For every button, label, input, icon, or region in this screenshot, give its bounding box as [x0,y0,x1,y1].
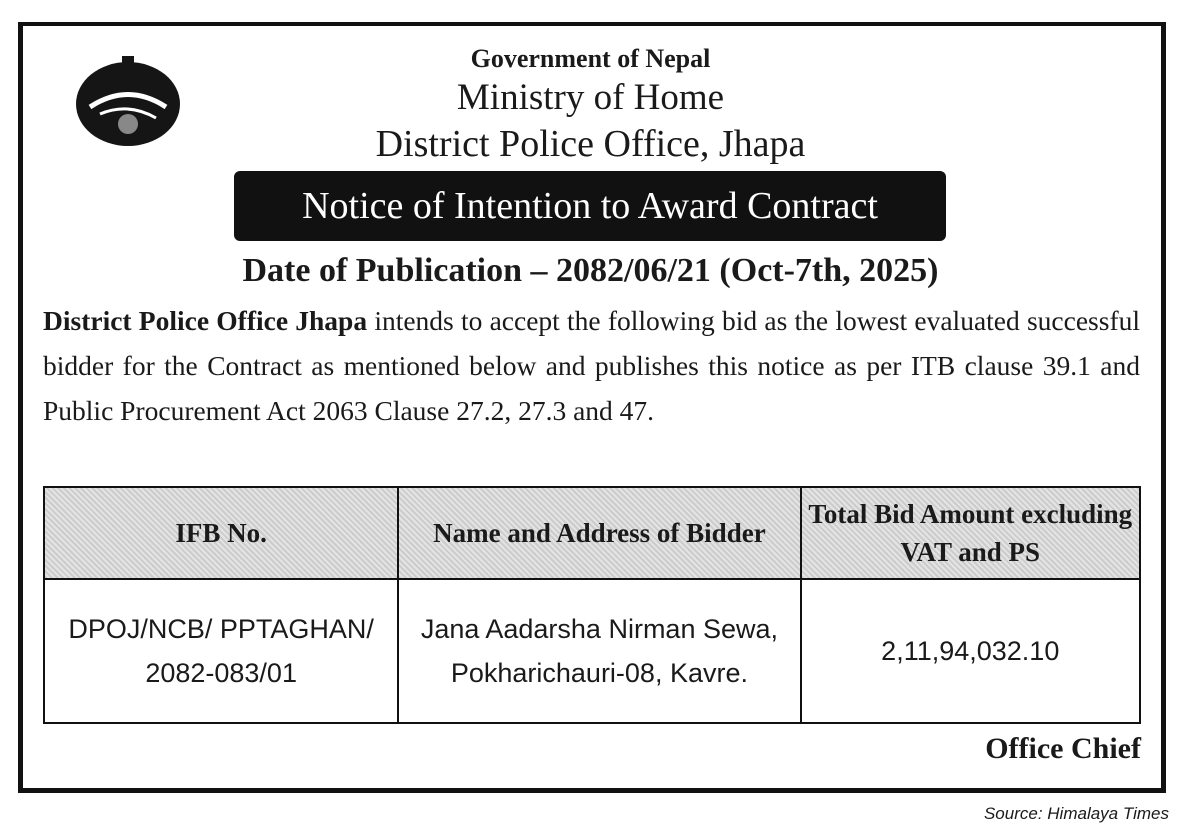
cell-bid-amount: 2,11,94,032.10 [801,579,1140,723]
header-bid-amount: Total Bid Amount excluding VAT and PS [801,487,1140,579]
government-line: Government of Nepal [470,44,711,73]
source-credit: Source: Himalaya Times [983,804,1169,823]
table-row [44,579,1140,723]
notice-body [43,298,1140,433]
signature: Office Chief [985,732,1141,765]
table-header-row [44,487,1140,579]
body-lead: District Police Office Jhapa [43,305,368,336]
cell-ifb-no: DPOJ/NCB/ PPTAGHAN/ 2082-083/01 [44,579,398,723]
notice-title: Notice of Intention to Award Contract [234,171,946,241]
publication-date: Date of Publication – 2082/06/21 (Oct-7th, 2025) [242,252,939,289]
header-bidder: Name and Address of Bidder [398,487,800,579]
cell-bidder: Jana Aadarsha Nirman Sewa, Pokharichauri-08, Kavre. [398,579,800,723]
body-text: intends to accept the following bid as the lowest evaluated successful bidder for the Contract as mentioned below and publishes this notice as per ITB clause 39.1 and Public Procurement Act 2063 Clause 27.2, 27.3 and 47. [43,305,1140,426]
ministry-line: Ministry of Home [456,77,725,118]
award-table [43,486,1141,724]
office-line: District Police Office, Jhapa [375,123,806,165]
header-ifb-no: IFB No. [44,487,398,579]
